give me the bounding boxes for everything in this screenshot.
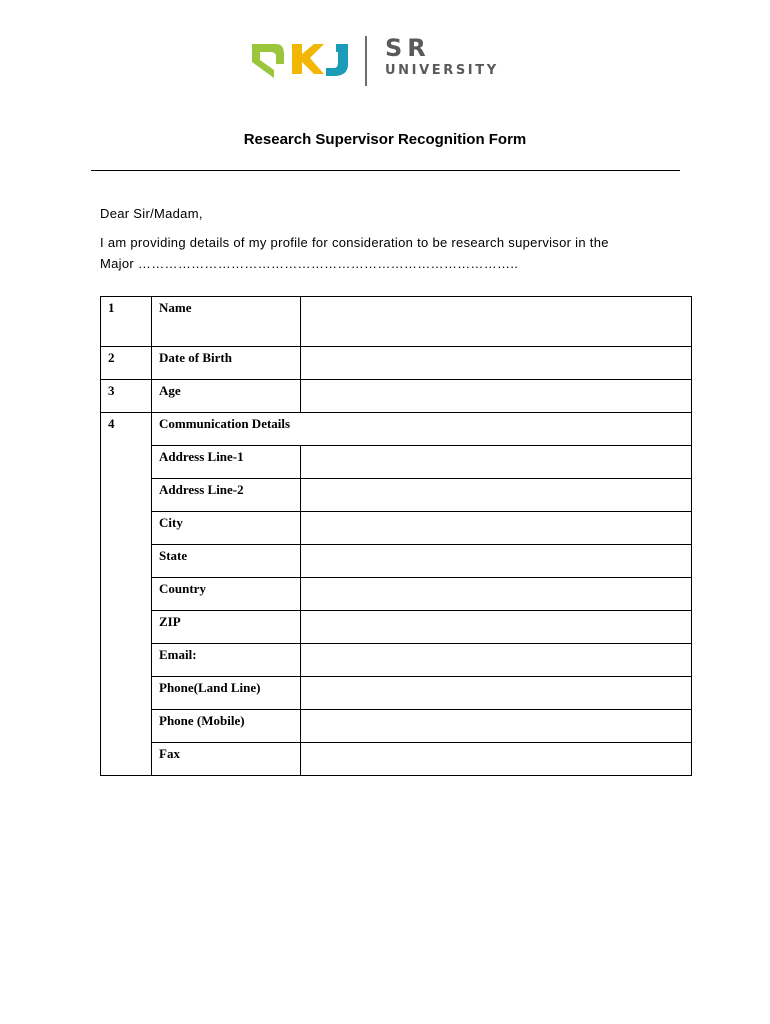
country-field[interactable] (301, 578, 692, 611)
address-line-1-field[interactable] (301, 446, 692, 479)
phone-landline-field[interactable] (301, 677, 692, 710)
form-row-address-2 (101, 479, 692, 512)
field-label-phone-mobile: Phone (Mobile) (152, 710, 301, 743)
city-field[interactable] (301, 512, 692, 545)
address-line-2-field[interactable] (301, 479, 692, 512)
logo-mark-icon (250, 32, 360, 88)
field-label-country: Country (152, 578, 301, 611)
field-label-email: Email: (152, 644, 301, 677)
logo-text-university: UNIVERSITY (385, 63, 499, 78)
logo-text-sr: SR (385, 34, 431, 62)
form-row-state (101, 545, 692, 578)
field-label-address-2: Address Line-2 (152, 479, 301, 512)
form-row-city (101, 512, 692, 545)
row-number: 2 (101, 347, 152, 380)
state-field[interactable] (301, 545, 692, 578)
intro-paragraph (100, 232, 671, 274)
row-number: 4 (101, 413, 152, 446)
logo-divider (365, 36, 367, 86)
form-row-zip (101, 611, 692, 644)
field-label-dob: Date of Birth (152, 347, 301, 380)
sr-university-logo (250, 32, 530, 88)
form-row-age (101, 380, 692, 413)
major-line: Major ………………………………………………………………………….. (100, 256, 519, 271)
form-row-phone-mobile (101, 710, 692, 743)
section-label-communication: Communication Details (152, 413, 692, 446)
form-row-name (101, 297, 692, 347)
form-row-phone-landline (101, 677, 692, 710)
form-row-fax (101, 743, 692, 776)
salutation: Dear Sir/Madam, (100, 206, 203, 221)
field-label-address-1: Address Line-1 (152, 446, 301, 479)
intro-text: I am providing details of my profile for consideration to be research supervisor in the (100, 235, 609, 250)
row-number: 1 (101, 297, 152, 347)
field-label-city: City (152, 512, 301, 545)
age-field[interactable] (301, 380, 692, 413)
field-label-state: State (152, 545, 301, 578)
row-number: 3 (101, 380, 152, 413)
page-title: Research Supervisor Recognition Form (243, 131, 527, 148)
form-row-address-1 (101, 446, 692, 479)
field-label-zip: ZIP (152, 611, 301, 644)
profile-form-table (100, 296, 692, 776)
form-row-email (101, 644, 692, 677)
form-row-communication (101, 413, 692, 446)
title-divider (91, 170, 680, 171)
field-label-age: Age (152, 380, 301, 413)
name-field[interactable] (301, 297, 692, 347)
form-row-country (101, 578, 692, 611)
field-label-phone-landline: Phone(Land Line) (152, 677, 301, 710)
field-label-fax: Fax (152, 743, 301, 776)
zip-field[interactable] (301, 611, 692, 644)
phone-mobile-field[interactable] (301, 710, 692, 743)
fax-field[interactable] (301, 743, 692, 776)
date-of-birth-field[interactable] (301, 347, 692, 380)
form-row-dob (101, 347, 692, 380)
field-label-name: Name (152, 297, 301, 347)
email-field[interactable] (301, 644, 692, 677)
